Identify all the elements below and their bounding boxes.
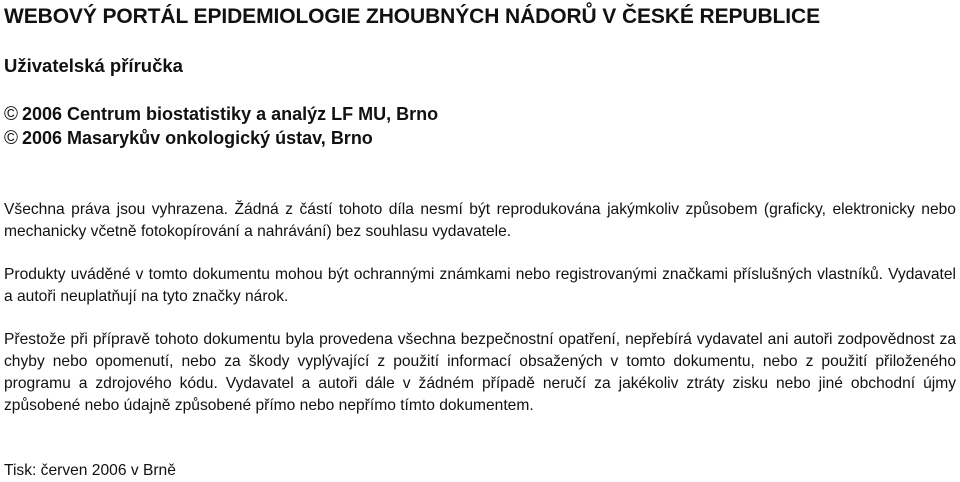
disclaimer-paragraph: Přestože při přípravě tohoto dokumentu byla provedena všechna bezpečnostní opatření, nepřebírá vydavatel ani autoři zodpovědnost za chyby nebo opomenutí, nebo za škody vyplývající z použití informací obsažených v tomto dokumentu, nebo z použití přiloženého programu a zdrojového kódu. Vydavatel a autoři dále v žádném případě neručí za jakékoliv ztráty zisku nebo jiné obchodní újmy způsobené nebo údajně způsobené přímo nebo nepřímo tímto dokumentem. bbox=[4, 331, 956, 414]
document-subtitle: Uživatelská příručka bbox=[4, 55, 183, 76]
copyright-line bbox=[4, 127, 373, 150]
print-info: Tisk: červen 2006 v Brně bbox=[4, 462, 176, 479]
copyright-line bbox=[4, 103, 438, 126]
trademarks-paragraph: Produkty uváděné v tomto dokumentu mohou být ochrannými známkami nebo registrovanými značkami příslušných vlastníků. Vydavatel a autoři neuplatňují na tyto značky nárok. bbox=[4, 266, 956, 305]
document-title: WEBOVÝ PORTÁL EPIDEMIOLOGIE ZHOUBNÝCH NÁDORŮ V ČESKÉ REPUBLICE bbox=[4, 5, 820, 28]
copyright-text: 2006 Centrum biostatistiky a analýz LF MU, Brno bbox=[22, 104, 439, 124]
copyright-icon: © bbox=[4, 104, 18, 125]
rights-paragraph: Všechna práva jsou vyhrazena. Žádná z částí tohoto díla nesmí být reprodukována jakýmkoliv způsobem (graficky, elektronicky nebo mechanicky včetně fotokopírování a nahrávání) bez souhlasu vydavatele. bbox=[4, 201, 956, 240]
copyright-text: 2006 Masarykův onkologický ústav, Brno bbox=[22, 128, 373, 148]
copyright-icon: © bbox=[4, 128, 18, 149]
